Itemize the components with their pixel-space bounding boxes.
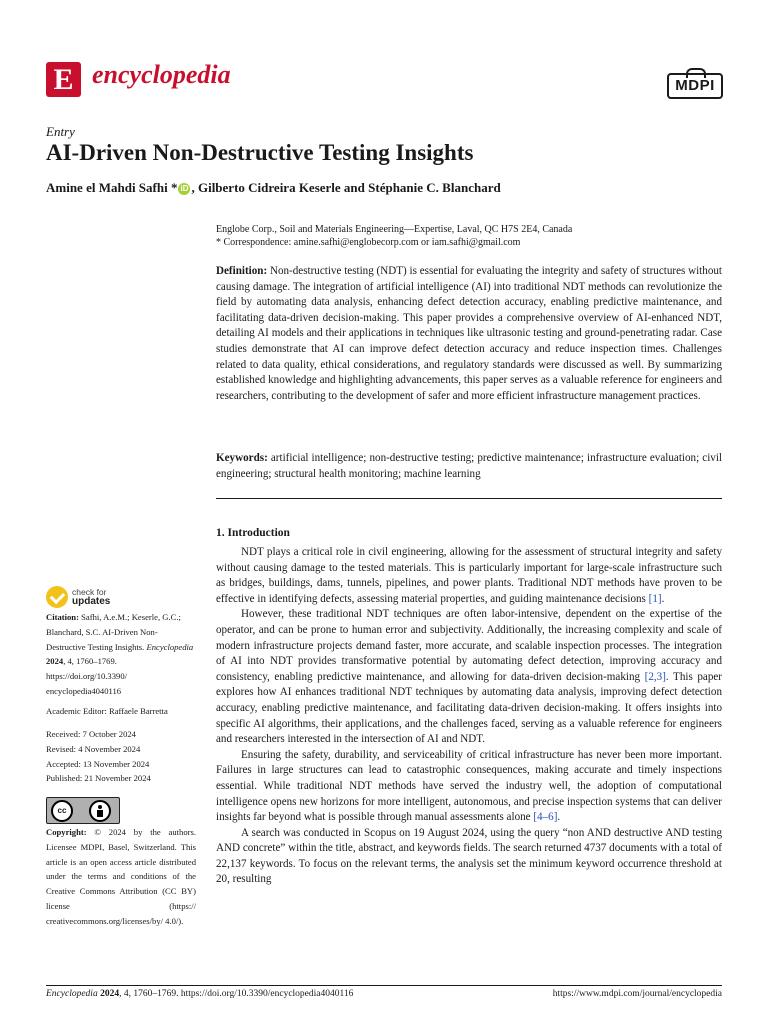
reference-link[interactable]: [1] — [648, 592, 662, 605]
correspondence: * Correspondence: amine.safhi@englobecorp.com or iam.safhi@gmail.com — [216, 237, 521, 248]
mdpi-logo[interactable]: MDPI — [667, 73, 723, 99]
dates-block — [46, 727, 196, 786]
published-date: Published: 21 November 2024 — [46, 773, 151, 784]
check-icon — [46, 586, 68, 608]
by-icon — [89, 800, 111, 822]
affiliation: Englobe Corp., Soil and Materials Engineering—Expertise, Laval, QC H7S 2E4, Canada — [216, 224, 573, 235]
orcid-icon[interactable]: iD — [180, 184, 189, 193]
journal-logo[interactable] — [46, 62, 81, 97]
footer-doi[interactable]: , 4, 1760–1769. https://doi.org/10.3390/encyclopedia4040116 — [119, 989, 354, 999]
author-list — [46, 180, 501, 196]
keywords-paragraph — [216, 451, 722, 482]
paragraph-1 — [216, 545, 722, 607]
footer-journal: Encyclopedia — [46, 989, 98, 999]
body-text — [216, 545, 722, 888]
affiliation-block — [216, 223, 572, 249]
paragraph-2 — [216, 607, 722, 747]
citation-label: Citation: — [46, 612, 79, 622]
definition-label: Definition: — [216, 265, 268, 277]
citation-text: Safhi, A.e.M.; Keserle, G.C.; Blanchard, S.C. AI-Driven Non-Destructive Testing Insights. — [46, 612, 181, 652]
footer-url[interactable]: https://www.mdpi.com/journal/encyclopedia — [552, 989, 722, 999]
paragraph-3 — [216, 748, 722, 826]
paragraph-4: A search was conducted in Scopus on 19 August 2024, using the query “non AND destructive AND testing AND concrete” within the title, abstract, and keywords fields. The search returned 4737 documents with a total of 22,137 keywords. To focus on the relevant terms, the analysis set the minimum keyword occurrence threshold at 20, resulting — [216, 826, 722, 886]
academic-editor: Academic Editor: Raffaele Barretta — [46, 706, 168, 716]
citation-block — [46, 610, 196, 699]
footer-citation — [46, 989, 353, 999]
check-label-line2: updates — [72, 596, 111, 607]
check-label-line1: check for — [72, 587, 107, 597]
footer-divider — [46, 985, 722, 986]
paragraph-3-end: . — [557, 811, 561, 824]
cc-icon: cc — [51, 800, 73, 822]
article-type: Entry — [46, 124, 75, 139]
reference-link[interactable]: [2,3] — [644, 670, 666, 683]
article-title: AI-Driven Non-Destructive Testing Insights — [46, 140, 474, 165]
accepted-date: Accepted: 13 November 2024 — [46, 758, 150, 769]
divider — [216, 498, 722, 499]
paragraph-1-end: . — [661, 592, 665, 605]
received-date: Received: 7 October 2024 — [46, 729, 136, 739]
citation-journal: Encyclopedia — [146, 641, 194, 652]
paragraph-1-text: NDT plays a critical role in civil engineering, allowing for the assessment of structural integrity and safety without causing damage to the tested materials. This is particularly important for large-scale infrastructure such as bridges, buildings, dams, tunnels, pipelines, and power plants. Traditional NDT methods have proven to be effective in identifying defects, assessing material properties, and guiding maintenance decisions — [216, 546, 722, 605]
copyright-label: Copyright: — [46, 827, 87, 837]
paragraph-2-text-end: . This paper explores how AI enhances traditional NDT techniques by automating data analysis, improving defect detection accuracy, enabling predictive maintenance, and facilitating data-driven decision-making. It offers insights into specific AI algorithms, their applications, and the challenges faced, serving as a valuable reference for engineers and researchers interested in the intersection of AI and NDT. — [216, 670, 722, 746]
section-heading: 1. Introduction — [216, 527, 290, 539]
definition-text: Non-destructive testing (NDT) is essential for evaluating the integrity and safety of structures without causing damage. The integration of artificial intelligence (AI) into traditional NDT methods can revolutionize the field by automating data analysis, enhancing defect detection accuracy, enabling predictive maintenance, and facilitating data-driven decision-making. This paper provides a comprehensive overview of AI-enhanced NDT, detailing AI models and their applications in techniques like ultrasonic testing and ground-penetrating radar. Case studies demonstrate that AI can improve defect detection accuracy and reduce inspection times. Challenges related to data quality, ethical considerations, and regulatory standards were discussed as well. By summarizing established knowledge and highlighting advancements, this paper serves as a valuable reference for engineers and researchers, contributing to the development of safer and more efficient infrastructure management practices. — [216, 265, 722, 402]
check-for-updates-label — [72, 588, 110, 606]
definition-paragraph — [216, 264, 722, 404]
logo-letter: E — [53, 62, 74, 96]
footer-year: 2024 — [100, 989, 120, 999]
keywords-text: artificial intelligence; non-destructive testing; predictive maintenance; infrastructure evaluation; civil engineering; structural health monitoring; machine learning — [216, 452, 722, 480]
keywords-label: Keywords: — [216, 452, 268, 464]
cc-by-license-badge[interactable] — [46, 797, 120, 824]
paragraph-3-text: Ensuring the safety, durability, and serviceability of critical infrastructure has never been more important. Failures in large structures can lead to catastrophic consequences, making accurate and timely inspections essential. While traditional NDT methods have served the industry well, the adoption of computational intelligence opens new horizons for more intelligent, autonomous, and precise inspection systems that can deliver insights far beyond what is possible through manual assessments alone — [216, 748, 722, 824]
check-for-updates-button[interactable] — [46, 586, 110, 608]
citation-doi[interactable]: , 4, 1760–1769. https://doi.org/10.3390/ encyclopedia4040116 — [46, 656, 128, 696]
revised-date: Revised: 4 November 2024 — [46, 743, 141, 754]
paragraph-2-text: However, these traditional NDT techniques are often labor-intensive, dependent on the expertise of the operator, and can be prone to human error and subjectivity. Additionally, the increasing complexity and scale of modern infrastructure projects demand faster, more accurate, and scalable inspection processes. The integration of AI into NDT provides transformative potential by automating defect detection, improving accuracy and consistency, enabling predictive maintenance, and allowing for data-driven decision-making — [216, 608, 722, 683]
citation-year: 2024 — [46, 656, 64, 667]
authors-first: Amine el Mahdi Safhi * — [46, 180, 178, 195]
copyright-block — [46, 825, 196, 929]
authors-rest: , Gilberto Cidreira Keserle and Stéphanie C. Blanchard — [191, 180, 501, 195]
journal-name[interactable]: encyclopedia — [92, 60, 231, 89]
copyright-text: © 2024 by the authors. Licensee MDPI, Basel, Switzerland. This article is an open access article distributed under the terms and conditions of the Creative Commons Attribution (CC BY) license (https:// creativecommons.org/licenses/by/ 4.0/). — [46, 827, 196, 926]
reference-link[interactable]: [4–6] — [533, 811, 558, 824]
